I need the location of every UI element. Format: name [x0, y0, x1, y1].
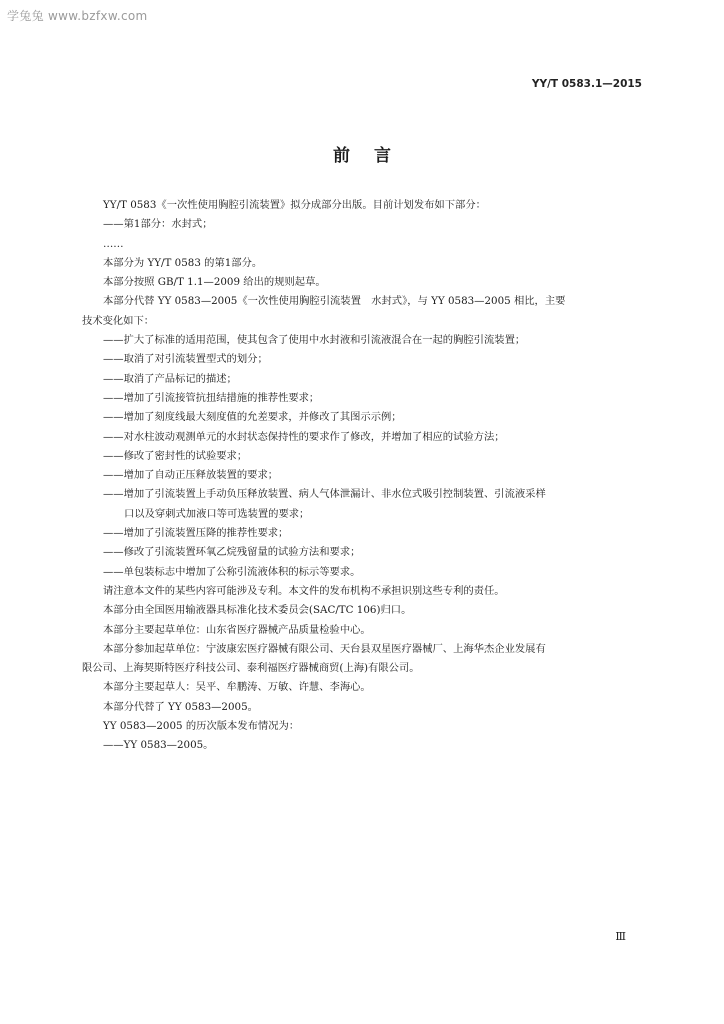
list-item: ——修改了密封性的试验要求； [103, 449, 248, 462]
list-item: ——取消了对引流装置型式的划分； [103, 353, 268, 366]
list-item-continuation: 口以及穿刺式加液口等可选装置的要求； [124, 507, 310, 520]
paragraph-continuation: 技术变化如下： [82, 314, 155, 327]
paragraph: YY/T 0583《一次性使用胸腔引流装置》拟分成部分出版。目前计划发布如下部分： [103, 199, 486, 211]
watermark: 学兔兔 www.bzfxw.com [7, 9, 148, 23]
list-item: ——增加了引流装置上手动负压释放装置、病人气体泄漏计、非水位式吸引控制装置、引流液采样 [103, 488, 546, 501]
ellipsis: …… [103, 237, 124, 250]
list-item: ——第1部分：水封式； [103, 218, 213, 231]
list-item: ——取消了产品标记的描述； [103, 372, 237, 385]
paragraph: YY 0583—2005 的历次版本发布情况为： [103, 720, 300, 733]
list-item: ——增加了引流装置压降的推荐性要求； [103, 527, 289, 540]
paragraph-continuation: 限公司、上海契斯特医疗科技公司、泰利福医疗器械商贸(上海)有限公司。 [82, 662, 420, 675]
list-item: ——扩大了标准的适用范围，使其包含了使用中水封液和引流液混合在一起的胸腔引流装置； [103, 334, 526, 347]
list-item: ——增加了刻度线最大刻度值的允差要求，并修改了其图示示例； [103, 411, 402, 424]
standard-code: YY/T 0583.1—2015 [531, 78, 642, 90]
paragraph: 本部分为 YY/T 0583 的第1部分。 [103, 256, 263, 269]
page-number: Ⅲ [615, 930, 626, 943]
page-title: 前言 [333, 146, 415, 166]
list-item: ——对水柱波动观测单元的水封状态保持性的要求作了修改，并增加了相应的试验方法； [103, 430, 505, 443]
paragraph: 本部分代替 YY 0583—2005《一次性使用胸腔引流装置 水封式》，与 YY 0583—2005 相比，主要 [103, 295, 566, 308]
list-item: ——增加了自动正压释放装置的要求； [103, 469, 279, 482]
paragraph: 本部分参加起草单位：宁波康宏医疗器械有限公司、天台县双星医疗器械厂、上海华杰企业发展有 [103, 642, 546, 655]
list-item: ——增加了引流接管抗扭结措施的推荐性要求； [103, 391, 320, 404]
list-item: ——单包装标志中增加了公称引流液体积的标示等要求。 [103, 565, 361, 578]
list-item: ——YY 0583—2005。 [103, 739, 214, 752]
foreword-body [82, 196, 644, 756]
paragraph: 本部分由全国医用输液器具标准化技术委员会(SAC/TC 106)归口。 [103, 604, 412, 617]
paragraph: 本部分按照 GB/T 1.1—2009 给出的规则起草。 [103, 276, 326, 289]
paragraph: 请注意本文件的某些内容可能涉及专利。本文件的发布机构不承担识别这些专利的责任。 [103, 584, 505, 597]
list-item: ——修改了引流装置环氧乙烷残留量的试验方法和要求； [103, 546, 361, 559]
paragraph: 本部分代替了 YY 0583—2005。 [103, 700, 258, 713]
paragraph: 本部分主要起草单位：山东省医疗器械产品质量检验中心。 [103, 623, 371, 636]
paragraph: 本部分主要起草人：吴平、牟鹏涛、万敏、许慧、李海心。 [103, 681, 371, 694]
